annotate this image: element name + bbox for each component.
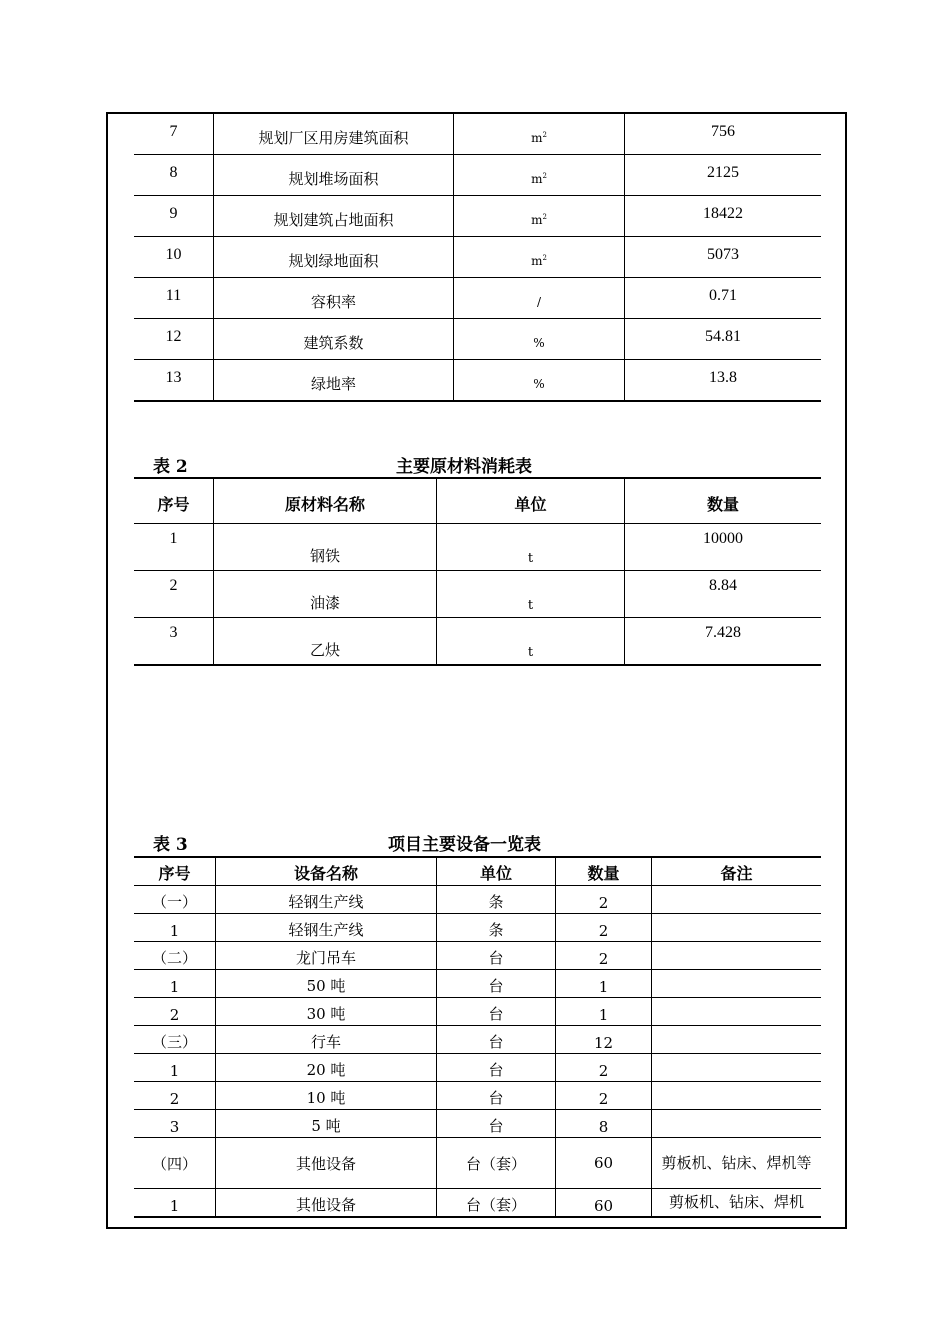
remarks	[652, 970, 822, 998]
table2-label: 表 2	[153, 457, 188, 477]
unit: 条	[437, 886, 556, 914]
table-row	[134, 618, 821, 666]
row-number: 3	[134, 1110, 216, 1138]
unit-text	[533, 377, 544, 391]
table-row	[134, 970, 821, 998]
remarks	[652, 1082, 822, 1110]
value-text: 54.81	[705, 327, 741, 345]
table-row	[134, 1026, 821, 1054]
table-header-row	[134, 857, 821, 886]
quantity: 2	[556, 1082, 652, 1110]
table-row	[134, 237, 821, 278]
header-no: 序号	[134, 478, 214, 524]
unit-superscript: 2	[542, 131, 547, 139]
unit	[454, 196, 625, 237]
quantity: 2	[556, 942, 652, 970]
quantity: 60	[556, 1189, 652, 1218]
row-number: 1	[134, 914, 216, 942]
header-quantity: 数量	[556, 857, 652, 886]
table-row	[134, 360, 821, 402]
header-unit: 单位	[437, 857, 556, 886]
unit: 台	[437, 1110, 556, 1138]
table2-title: 主要原材料消耗表	[396, 457, 532, 477]
value	[625, 278, 822, 319]
unit	[454, 155, 625, 196]
table3-label: 表 3	[153, 835, 188, 855]
row-number-text: 9	[169, 204, 178, 222]
row-number: （一）	[134, 886, 216, 914]
unit	[454, 237, 625, 278]
header-remarks: 备注	[652, 857, 822, 886]
value	[625, 319, 822, 360]
item-name	[214, 319, 454, 360]
remarks	[652, 914, 822, 942]
row-number: 1	[134, 1189, 216, 1218]
row-number-text: 7	[169, 122, 178, 140]
item-name-text: 建筑系数	[303, 333, 364, 352]
table-row	[134, 319, 821, 360]
unit: t	[437, 618, 625, 666]
item-name	[214, 278, 454, 319]
row-number: 2	[134, 571, 214, 618]
equipment-name: 轻钢生产线	[216, 914, 437, 942]
value-text: 13.8	[709, 368, 737, 386]
row-number: （四）	[134, 1138, 216, 1189]
row-number-text: 13	[165, 368, 182, 386]
material-name: 乙炔	[214, 618, 437, 666]
value-text: 18422	[703, 204, 743, 222]
remarks	[652, 886, 822, 914]
quantity: 8	[556, 1110, 652, 1138]
item-name-text: 规划建筑占地面积	[273, 210, 394, 229]
value	[625, 155, 822, 196]
raw-material-table	[134, 477, 821, 666]
row-number: 2	[134, 1082, 216, 1110]
quantity: 2	[556, 886, 652, 914]
unit-text	[531, 254, 547, 268]
quantity: 2	[556, 914, 652, 942]
unit: 条	[437, 914, 556, 942]
header-quantity: 数量	[625, 478, 822, 524]
item-name	[214, 360, 454, 402]
unit: 台（套）	[437, 1189, 556, 1218]
row-number: 1	[134, 1054, 216, 1082]
row-number	[134, 319, 214, 360]
value	[625, 237, 822, 278]
unit	[454, 319, 625, 360]
remarks	[652, 1026, 822, 1054]
item-name-text: 规划堆场面积	[288, 169, 379, 188]
item-name	[214, 155, 454, 196]
equipment-name: 20 吨	[216, 1054, 437, 1082]
value	[625, 360, 822, 402]
equipment-name: 其他设备	[216, 1189, 437, 1218]
unit-base: m	[531, 254, 543, 268]
quantity: 8.84	[625, 571, 822, 618]
value	[625, 196, 822, 237]
table-row	[134, 1110, 821, 1138]
row-number	[134, 360, 214, 402]
table-row	[134, 114, 821, 155]
row-number	[134, 196, 214, 237]
header-equipment-name: 设备名称	[216, 857, 437, 886]
header-unit: 单位	[437, 478, 625, 524]
unit-superscript: 2	[542, 172, 547, 180]
row-number-text: 10	[165, 245, 182, 263]
remarks	[652, 998, 822, 1026]
item-name-text: 容积率	[310, 292, 356, 311]
unit-text	[533, 336, 544, 350]
unit-text	[531, 131, 547, 145]
item-name	[214, 196, 454, 237]
value-text: 756	[711, 122, 735, 140]
quantity: 60	[556, 1138, 652, 1189]
row-number-text: 11	[165, 286, 182, 304]
equipment-name: 30 吨	[216, 998, 437, 1026]
unit	[454, 114, 625, 155]
unit: 台	[437, 942, 556, 970]
unit: t	[437, 524, 625, 571]
unit-base: m	[531, 172, 543, 186]
unit: 台	[437, 998, 556, 1026]
unit	[454, 360, 625, 402]
row-number	[134, 237, 214, 278]
row-number: 1	[134, 970, 216, 998]
row-number: （二）	[134, 942, 216, 970]
equipment-name: 龙门吊车	[216, 942, 437, 970]
table-row	[134, 155, 821, 196]
item-name	[214, 114, 454, 155]
remarks	[652, 1110, 822, 1138]
row-number	[134, 155, 214, 196]
table-row	[134, 524, 821, 571]
row-number	[134, 278, 214, 319]
table-row	[134, 886, 821, 914]
table-row	[134, 1189, 821, 1218]
table-row	[134, 998, 821, 1026]
value	[625, 114, 822, 155]
material-name: 油漆	[214, 571, 437, 618]
table-row	[134, 196, 821, 237]
equipment-name: 5 吨	[216, 1110, 437, 1138]
quantity: 10000	[625, 524, 822, 571]
row-number: 2	[134, 998, 216, 1026]
row-number	[134, 114, 214, 155]
row-number: 3	[134, 618, 214, 666]
unit-base: /	[536, 295, 542, 309]
equipment-name: 行车	[216, 1026, 437, 1054]
table-row	[134, 1138, 821, 1189]
row-number-text: 8	[169, 163, 178, 181]
land-use-table	[134, 114, 821, 402]
row-number-text: 12	[165, 327, 182, 345]
unit: 台	[437, 1054, 556, 1082]
unit: 台	[437, 1082, 556, 1110]
table-row	[134, 1082, 821, 1110]
unit-text	[531, 172, 547, 186]
unit-base: %	[533, 336, 545, 350]
item-name-text: 绿地率	[310, 374, 356, 393]
unit-text	[531, 213, 547, 227]
item-name	[214, 237, 454, 278]
unit-superscript: 2	[542, 254, 547, 262]
value-text: 0.71	[709, 286, 737, 304]
table-row	[134, 1054, 821, 1082]
unit-superscript: 2	[542, 213, 547, 221]
equipment-name: 其他设备	[216, 1138, 437, 1189]
unit: 台（套）	[437, 1138, 556, 1189]
quantity: 12	[556, 1026, 652, 1054]
equipment-name: 50 吨	[216, 970, 437, 998]
header-material-name: 原材料名称	[214, 478, 437, 524]
material-name: 钢铁	[214, 524, 437, 571]
equipment-table	[134, 856, 821, 1218]
table-row	[134, 571, 821, 618]
header-no: 序号	[134, 857, 216, 886]
row-number: （三）	[134, 1026, 216, 1054]
table-row	[134, 278, 821, 319]
unit: 台	[437, 1026, 556, 1054]
table-header-row	[134, 478, 821, 524]
item-name-text: 规划厂区用房建筑面积	[258, 128, 409, 147]
unit-base: m	[531, 213, 543, 227]
quantity: 2	[556, 1054, 652, 1082]
unit-base: m	[531, 131, 543, 145]
table-row	[134, 942, 821, 970]
quantity: 1	[556, 970, 652, 998]
remarks	[652, 942, 822, 970]
table3-title: 项目主要设备一览表	[388, 835, 541, 855]
unit: t	[437, 571, 625, 618]
remarks: 剪板机、钻床、焊机	[652, 1189, 822, 1218]
value-text: 2125	[707, 163, 739, 181]
equipment-name: 轻钢生产线	[216, 886, 437, 914]
unit-base: %	[533, 377, 545, 391]
quantity: 1	[556, 998, 652, 1026]
unit: 台	[437, 970, 556, 998]
equipment-name: 10 吨	[216, 1082, 437, 1110]
item-name-text: 规划绿地面积	[288, 251, 379, 270]
unit	[454, 278, 625, 319]
remarks: 剪板机、钻床、焊机等	[652, 1138, 822, 1189]
table-row	[134, 914, 821, 942]
unit-text	[537, 295, 541, 309]
row-number: 1	[134, 524, 214, 571]
value-text: 5073	[707, 245, 739, 263]
quantity: 7.428	[625, 618, 822, 666]
remarks	[652, 1054, 822, 1082]
